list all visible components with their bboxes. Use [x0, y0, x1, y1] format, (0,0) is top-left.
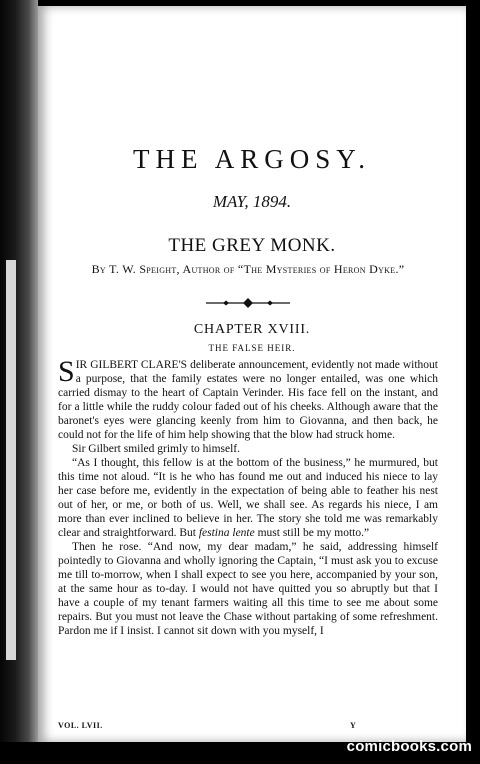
drop-cap: S — [58, 355, 75, 388]
chapter-number: CHAPTER XVIII. — [193, 322, 311, 337]
paragraph-1 — [58, 355, 438, 442]
binding-edge-strip — [6, 260, 16, 660]
opening-words: IR GILBERT CLARE'S — [75, 359, 188, 371]
chapter-body — [58, 355, 438, 638]
paragraph-1-text: deliberate announcement, evidently not made without a purpose, that the family estates were no longer entailed, was one which carried dismay to the heart of Captain Verinder. His face fell on the instant, and for a little while the ruddy colour faded out of his cheeks. Although aware that the baronet's eyes were glancing keenly from him to Giovanna, and then back, he could not for the life of him help showing that the blow had struck home. — [58, 359, 438, 441]
paragraph-4: Then he rose. “And now, my dear madam,” he said, addressing himself pointedly to Giovanna and wholly ignoring the Captain, “I must ask you to excuse me till to-morrow, when I shall expect to see you here, accompanied by your son, at the same hour as to-day. I would not have quitted you so abruptly but that I have a couple of my tenant farmers waiting all this time to see me about some repairs. But you must not leave the Chase without partaking of some refreshment. Pardon me if I insist. I cannot sit down with you myself, I — [58, 541, 438, 637]
magazine-title: THE ARGOSY. — [132, 144, 372, 174]
paragraph-2: Sir Gilbert smiled grimly to himself. — [72, 443, 241, 455]
story-title: THE GREY MONK. — [168, 235, 336, 256]
site-watermark: comicbooks.com — [346, 738, 472, 755]
ornament-divider-icon — [206, 297, 290, 309]
issue-date: MAY, 1894. — [212, 192, 292, 211]
paragraph-3-text-b: must still be my motto.” — [254, 527, 370, 539]
volume-number: VOL. LVII. — [58, 721, 103, 730]
chapter-title: THE FALSE HEIR. — [208, 343, 296, 353]
paragraph-3-text-a: “As I thought, this fellow is at the bottom of the business,” he murmured, but this time not aloud. “It is he who has found me out and induced his niece to lay her case before me, evidently in the expectation of being able to feather his nest out of her, or me, or both of us. Well, we shall see. As regards his niece, I am more than ever inclined to believe in her. The story she told me was remarkably clear and straightforward. But — [58, 457, 438, 539]
paragraph-3 — [58, 456, 438, 540]
book-page — [38, 6, 466, 742]
latin-phrase: festina lente — [198, 527, 255, 539]
book-binding — [0, 0, 38, 742]
story-byline: By T. W. Speight, Author of “The Mysteries of Heron Dyke.” — [91, 262, 405, 276]
printer-signature-mark: Y — [350, 721, 356, 730]
